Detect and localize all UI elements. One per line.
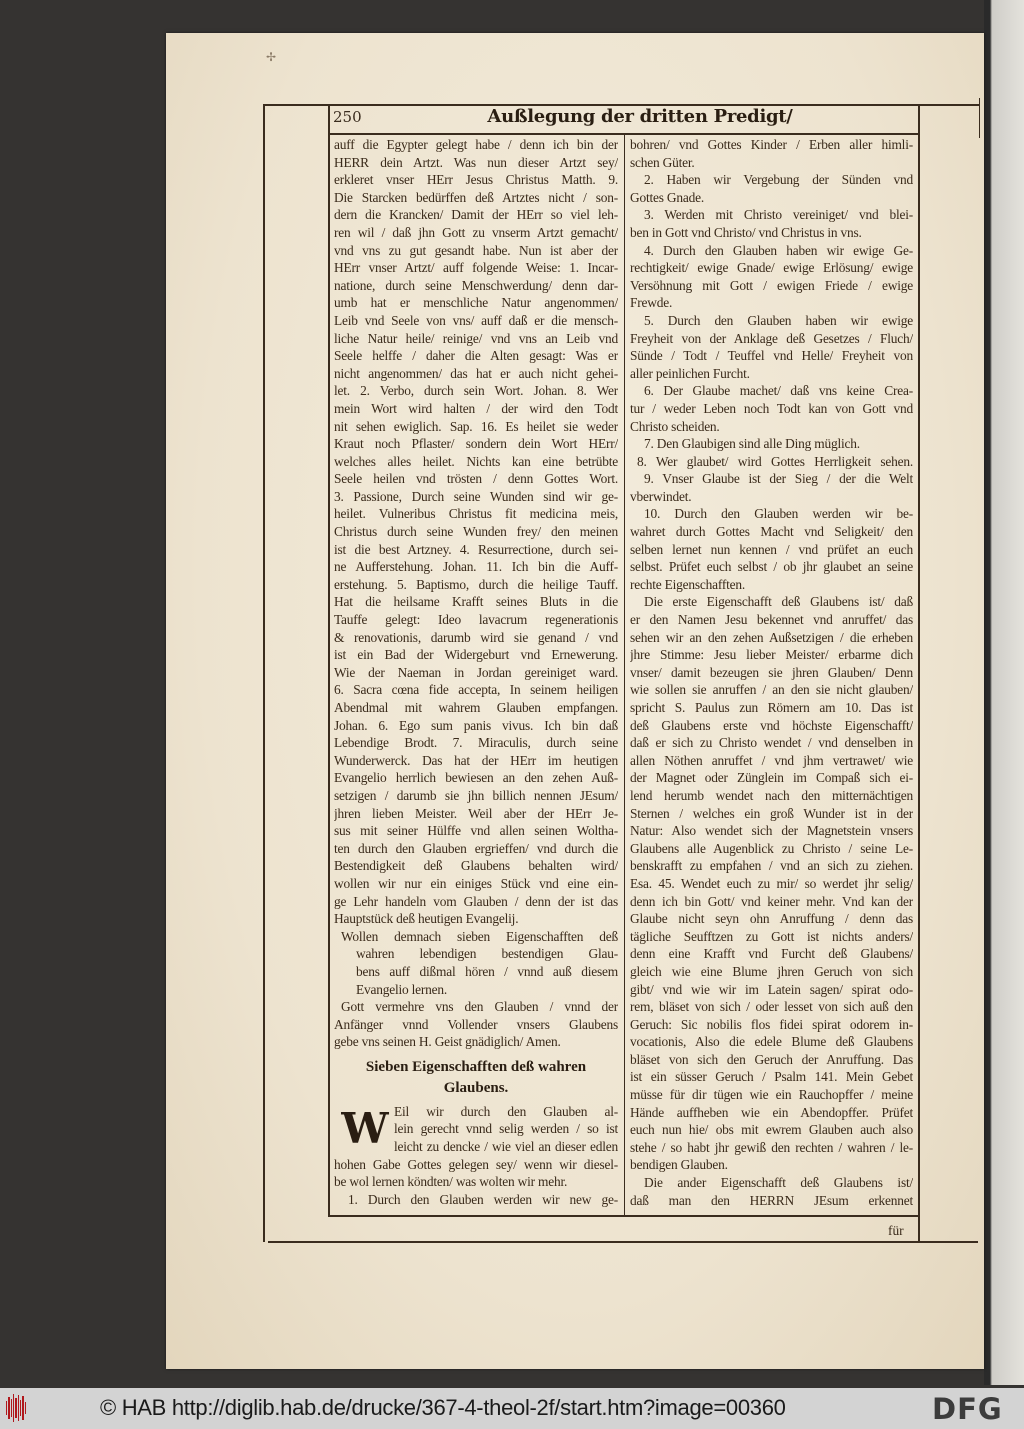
frame-left-outer-rule (263, 104, 265, 1242)
text-line: Johan. 6. Ego sum panis vivus. Ich bin daß (334, 717, 618, 733)
text-line: Hauptstück deß heutigen Evangelij. (334, 911, 519, 927)
text-line: Versöhnung mit Gott / ewigen Friede / ewige (630, 277, 913, 293)
text-line: müsse für dir tügen wie ein Rauchopffer / meine (630, 1087, 913, 1103)
text-line: bens auff dißmal hören / vnnd auß diesem (356, 963, 618, 979)
text-line: leicht zu dencke / wie viel an dieser edlen (394, 1139, 618, 1155)
text-line: 8. Wer glaubet/ wird Gottes Herrligkeit sehen. (637, 453, 913, 469)
text-line: 2. Haben wir Vergebung der Sünden vnd (644, 172, 913, 188)
text-line: heilet. Vulneribus Christus fit medicina meis, (334, 506, 618, 522)
text-line: gleich wie eine Blume jhren Geruch von sich (630, 963, 913, 979)
text-line: bendigen Glauben. (630, 1157, 728, 1173)
text-line: nicht angenommen/ das hat er auch nicht gehei- (334, 365, 618, 381)
text-line: rem, bläset von sich / oder lesset von sich auß den (630, 999, 913, 1015)
text-line: 4. Durch den Glauben haben wir ewige Ge- (644, 242, 913, 258)
running-title: Außlegung der dritten Predigt/ (487, 106, 793, 127)
text-line: be wol lernen köndten/ was wolten wir mehr. (334, 1174, 568, 1190)
text-line: Esa. 45. Wendet euch zu mir/ so werdet jhr selig/ (630, 875, 913, 891)
hab-logo-icon (6, 1394, 26, 1422)
text-line: lend herumb wendet nach den mitternächtigen (630, 787, 913, 803)
text-line: tägliche Seufftzen zu Gott ist nichts anders/ (630, 928, 913, 944)
text-line: allen Nöthen anruffet / vnd jhm vertrawet/ wie (630, 752, 913, 768)
text-line: 10. Durch den Glauben werden wir be- (644, 506, 913, 522)
text-line: jhren lieben Meister. Weil aber der HErr Je- (334, 805, 618, 821)
text-line: Tauffe gelegt: Ideo lavacrum regenerationis (334, 612, 618, 628)
text-line: HErr vnser Artzt/ auff folgende Weise: 1. Incar- (334, 260, 618, 276)
text-line: Wollen demnach sieben Eigenschafften deß (341, 928, 618, 944)
right-text-column (630, 136, 913, 1209)
text-line: spricht S. Paulus zun Römern am 10. Das ist (630, 700, 913, 715)
text-line: Sünde / Todt / Teuffel vnd Helle/ Freyheit von (630, 348, 913, 364)
left-text-column (334, 136, 618, 1208)
text-line: wie sollen sie anruffen / an den sie nicht glauben/ (630, 682, 913, 698)
text-line: nit sehen ewiglich. Sap. 16. Es heilet sie weder (334, 418, 618, 434)
text-line: Leib vnd Seele von vns/ auff daß er die mensch- (334, 312, 618, 328)
text-line: Wunderwerck. Das hat der HErr im heutigen (334, 752, 618, 768)
section-heading (334, 1057, 618, 1099)
text-line: Wie der Naeman in Jordan gereiniget ward. (334, 664, 618, 680)
text-line: vnser/ damit bezeugen sie jhren Glauben/ Denn (630, 664, 913, 680)
text-line: ge Lehr handeln vom Glauben / denn der ist das (334, 893, 618, 909)
text-bottom-rule (328, 1215, 919, 1217)
text-line: jhre Stimme: Jesu lieber Meister/ erbarme dich (630, 647, 913, 663)
text-line: & renovationis, darumb wird sie genand / vnd (334, 629, 618, 645)
text-line: Hände auffheben wie ein Abendopffer. Prüfet (630, 1104, 913, 1120)
text-line: selbst. Prüfet euch selbst / ob jhr glaubet an seine (630, 559, 913, 575)
text-line: Abendmal mit wahrem Glauben empfangen. (334, 700, 618, 715)
text-line: vberwindet. (630, 488, 692, 504)
text-line: Bestendigkeit deß Glaubens behalten wird/ (334, 858, 618, 874)
text-line: 6. Sacra cœna fide accepta, In seinem heiligen (334, 682, 618, 698)
text-line: let. 2. Verbo, durch sein Wort. Johan. 8. Wer (334, 383, 618, 399)
text-line: wahren lebendigen bestendigen Glau- (356, 946, 618, 962)
text-line: denn ich bin Gott/ vnd keiner mehr. Vnd kan der (630, 893, 913, 909)
text-line: Die ander Eigenschafft deß Glaubens ist/ (644, 1175, 913, 1191)
text-line: Hat die heilsame Krafft seines Bluts in die (334, 594, 618, 610)
text-line: Natur: Also wendet sich der Magnetstein vnsers (630, 823, 913, 839)
text-line: vocationis, Also die edele Blume deß Glaubens (630, 1034, 913, 1050)
text-line: Gott vermehre vns den Glauben / vnnd der (341, 999, 618, 1015)
frame-right-inner-rule (918, 104, 920, 1242)
text-line: gibt/ vnd wie wir im Latein sagen/ spirat odo- (630, 981, 913, 997)
text-line: Freyheit von der Anklage deß Gesetzes / Fluch/ (630, 330, 913, 346)
text-line: setzigen / darumb sie jhn billich nennen JEsum/ (334, 787, 618, 803)
text-line: Evangelio lernen. (356, 981, 448, 997)
adjacent-page-edge (984, 0, 1024, 1385)
text-line: natione, durch seine Menschwerdung/ denn dar- (334, 277, 618, 293)
text-line: 1. Durch den Glauben werden wir new ge- (348, 1191, 618, 1207)
text-line: bohren/ vnd Gottes Kinder / Erben aller himli- (630, 137, 913, 152)
text-line: der Magnet oder Zünglein im Compaß sich ei- (630, 770, 913, 786)
text-line: 3. Passione, Durch seine Wunden sind wir ge- (334, 488, 618, 504)
text-line: 9. Vnser Glaube ist der Sieg / der die Welt (644, 471, 913, 487)
ornament-mark-icon: ✢ (266, 50, 277, 64)
text-line: umb hat er menschliche Natur angenommen/ (334, 295, 618, 311)
text-line: mein Wort wird halten / der wird den Todt (334, 400, 618, 416)
text-line: hohen Gabe Gottes gelegen sey/ wenn wir diesel- (334, 1156, 618, 1172)
text-line: ist die best Artzney. 4. Resurrectione, durch sei- (334, 541, 618, 557)
text-line: Eil wir durch den Glauben al- (394, 1103, 618, 1119)
text-line: schen Güter. (630, 154, 695, 170)
text-line: ist ein Bad der Widergeburt vnd Ernewerung. (334, 647, 618, 663)
text-line: Die Starcken bedürffen deß Artztes nicht / son- (334, 189, 618, 205)
text-line: Frewde. (630, 295, 673, 311)
text-line: tur / weder Leben noch Todt kan von Gott vnd (630, 400, 913, 416)
text-line: Seele helffe / daher die Alten gesagt: Was er (334, 348, 618, 364)
text-line: wahret durch Gottes Macht vnd Seligkeit/ den (630, 524, 913, 540)
frame-left-inner-rule (328, 104, 330, 1216)
text-line: er den Namen Jesu bekennet vnd anruffet/ das (630, 612, 913, 628)
text-line: gebe vns seinen H. Geist gnädiglich/ Amen. (334, 1034, 561, 1050)
text-line: erstehung. 5. Baptismo, durch die heilige Tauff. (334, 576, 618, 592)
text-line: Christus durch seine Wunden frey/ den meinen (334, 524, 618, 540)
text-line: HERR dein Artzt. Was nun dieser Artzt sey/ (334, 154, 618, 170)
text-line: vnd vns zu gut gesandt habe. Nun ist aber der (334, 242, 618, 258)
frame-right-outer-rule (979, 98, 980, 138)
column-divider (624, 134, 625, 1216)
page-number: 250 (333, 108, 362, 126)
text-line: Christo scheiden. (630, 418, 720, 434)
text-line: liche Natur heile/ reinige/ vnd vns an Leib vnd (334, 330, 618, 346)
text-line: daß man den HERRN JEsum erkennet (630, 1192, 913, 1208)
text-line: stehe / so habt jhr gewiß den rechten / wahren / le- (630, 1139, 913, 1155)
text-line: 5. Durch den Glauben haben wir ewige (644, 312, 913, 328)
text-line: Evangelio herrlich bewiesen an den zehen Auß- (334, 770, 618, 786)
text-line: selben lernet nun kennen / vnd prüfet an euch (630, 541, 913, 557)
text-line: erkleret vnser HErr Jesus Christus Matth. 9. (334, 172, 618, 188)
dfg-logo: DFG (932, 1392, 1003, 1426)
text-line: ist ein süsser Geruch / Psalm 141. Mein Gebet (630, 1069, 913, 1085)
text-line: Gottes Gnade. (630, 189, 705, 205)
frame-bottom-rule (268, 1241, 978, 1243)
text-line: lein gerecht vnnd selig werden / so ist (394, 1121, 618, 1137)
text-line: 7. Den Glaubigen sind alle Ding müglich. (644, 436, 860, 452)
text-line: Seele heilen vnd trösten / denn Gottes Wort. (334, 471, 618, 487)
text-line: Geruch: Sic nobilis flos fidei spirat odorem in- (630, 1016, 913, 1032)
catchword: für (888, 1223, 904, 1238)
text-line: Sternen / welches ein groß Wunder ist in der (630, 805, 913, 821)
text-line: ten durch den Glauben ergrieffen/ vnd durch die (334, 840, 618, 856)
text-line: euch nun hie/ obs mit ewrem Glauben auch also (630, 1122, 913, 1138)
text-line: benskrafft zu empfahen / vnd an sich zu ziehen. (630, 858, 913, 874)
text-line: daß er sich zu Christo wendet / vnd denselben in (630, 735, 913, 751)
section-heading-line: Sieben Eigenschafften deß wahren (365, 1058, 587, 1075)
text-line: ben in Gott vnd Christo/ vnd Christus in vns. (630, 224, 862, 240)
text-line: Anfänger vnnd Vollender vnsers Glaubens (334, 1016, 618, 1032)
section-heading-line: Glaubens. (443, 1079, 509, 1096)
text-line: rechtigkeit/ ewige Gnade/ ewige Erlösung/ ewige (630, 260, 913, 276)
text-line: dern die Krancken/ Damit der HErr so viel leh- (334, 207, 618, 223)
text-line: Glaube nicht seyn ohn Anruffung / denn das (630, 911, 913, 927)
text-line: Kraut noch Pflaster/ sondern dein Wort HErr/ (334, 436, 618, 452)
text-line: 6. Der Glaube machet/ daß vns keine Crea- (644, 383, 913, 399)
copyright-url[interactable]: © HAB http://diglib.hab.de/drucke/367-4-theol-2f/start.htm?image=00360 (100, 1395, 786, 1420)
text-line: denn eine Krafft vnd Furcht deß Glaubens/ (630, 946, 913, 962)
text-line: rechte Eigenschafften. (630, 576, 746, 592)
text-line: aller peinlichen Furcht. (630, 365, 750, 381)
text-line: auff die Egypter gelegt habe / denn ich bin der (334, 137, 618, 152)
text-line: Lebendige Brodt. 7. Miraculis, durch seine (334, 735, 618, 751)
text-line: deß Glaubens erste vnd höchste Eigenschafft/ (630, 717, 913, 733)
text-line: bläset von sich den Geruch der Anruffung. Das (630, 1051, 913, 1067)
text-line: ren wil / daß jhn Gott zu vnserm Artzt gemacht/ (334, 224, 618, 240)
text-line: sus mit seiner Hülffe vnd allen seinen Woltha- (334, 823, 618, 839)
text-line: sehen wir an den zehen Außsetzigen / die erheben (630, 629, 913, 645)
text-line: Glaubens alle Augenblick zu Christo / seine Le- (630, 840, 913, 856)
text-line: welches alles heilet. Nichts kan eine betrübte (334, 453, 618, 469)
text-line: 3. Werden mit Christo vereiniget/ vnd blei- (644, 207, 913, 223)
text-line: Die erste Eigenschafft deß Glaubens ist/ daß (644, 594, 913, 610)
drop-cap-initial: W (341, 1103, 389, 1153)
footer-bar (0, 1388, 1024, 1429)
text-line: wollen wir nur ein einiges Stück vnd eine ein- (334, 875, 618, 891)
text-line: ne Aufferstehung. Johan. 11. Ich bin die Auff- (334, 559, 618, 575)
